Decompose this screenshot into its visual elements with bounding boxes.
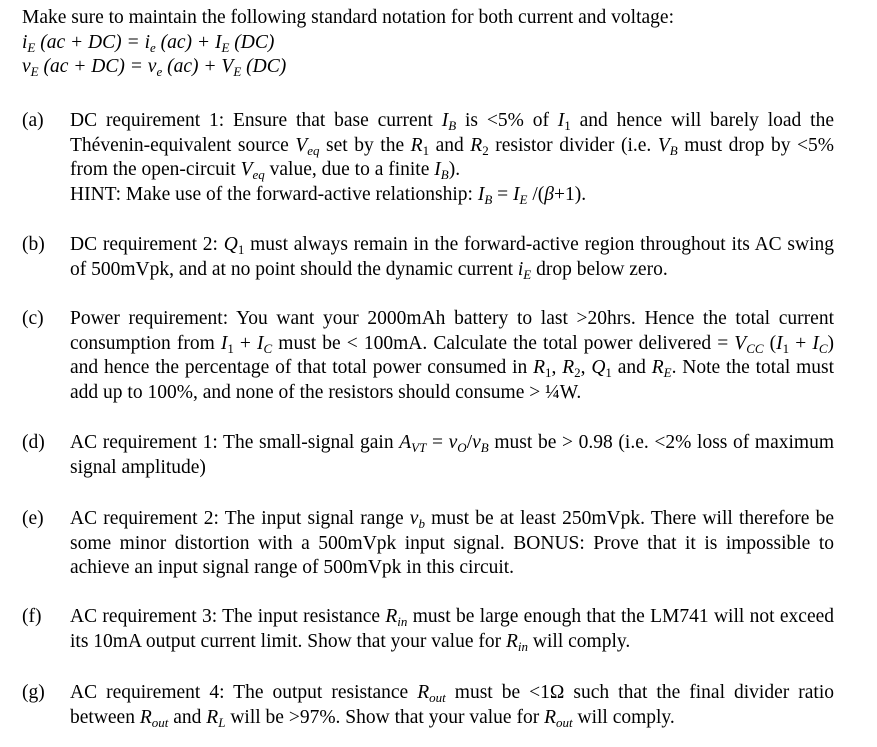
requirement-a <box>22 109 834 207</box>
requirement-e <box>22 507 834 581</box>
item-label: (c) <box>22 308 44 329</box>
requirement-f <box>22 605 834 654</box>
item-label: (b) <box>22 234 45 255</box>
item-label: (a) <box>22 110 44 131</box>
requirement-f-text: AC requirement 3: The input resistance $R_{in}$ must be large enough that the LM741 will not exceed its 10mA output current limit. Show that your value for $R_{in}$ will comply. <box>70 606 835 654</box>
requirement-g-text: AC requirement 4: The output resistance $R_{out}$ must be <1Ω such that the final divider ratio between $R_{out}$ and $R_L$ will be >97%. Show that your value for $R_{out}$ will comply. <box>70 682 834 730</box>
requirement-b <box>22 233 834 282</box>
requirement-c-text: Power requirement: You want your 2000mAh battery to last >20hrs. Hence the total current consumption from $I_1 + I_C$ must be < 100mA. Calculate the total power delivered = $V_{CC}$ $(I_1 + I_C)$ and hence the percentage of that total power consumed in $R_1$, $R_2$, $Q_1$ and $R_E$. Note the total must add up to 100%, and none of the resistors should consume > ¼W. <box>70 308 835 403</box>
item-label: (d) <box>22 432 45 453</box>
current-notation-equation: $i_E$ $(ac + DC) = i_e$ $(ac) + I_E$ (DC) <box>22 31 275 55</box>
requirement-e-text: AC requirement 2: The input signal range $v_b$ must be at least 250mVpk. There will therefore be some minor distortion with a 500mVpk input signal. BONUS: Prove that it is impossible to achieve an input signal range of 500mVpk in this circuit. <box>70 508 834 578</box>
hint-line: HINT: Make use of the forward-active relationship: $I_B = I_E$ /(β+1). <box>70 183 587 207</box>
voltage-notation-equation: $v_E$ $(ac + DC) = v_e$ $(ac) + V_E$ (DC) <box>22 56 287 79</box>
item-label: (e) <box>22 508 44 529</box>
item-label: (g) <box>22 682 45 703</box>
requirement-a-text: DC requirement 1: Ensure that base current $I_B$ is <5% of $I_1$ and hence will barely load the Thévenin-equivalent source $V_{eq}$ set by the $R_1$ and $R_2$ resistor divider (i.e. $V_B$ must drop by <5% from the open-circuit $V_{eq}$ value, due to a finite $I_B$). HINT: Make use of the forward-active relationship: $I_B = I_E$ /(β+1). <box>70 110 834 207</box>
requirement-b-text: DC requirement 2: $Q_1$ must always remain in the forward-active region throughout its AC swing of 500mVpk, and at no point should the dynamic current $i_E$ drop below zero. <box>70 234 835 282</box>
item-label: (f) <box>22 606 42 627</box>
notation-intro <box>22 6 862 80</box>
requirement-d-text: AC requirement 1: The small-signal gain $A_{VT} = v_O/v_B$ must be > 0.98 (i.e. <2% loss of maximum signal amplitude) <box>70 432 834 478</box>
requirement-c <box>22 307 834 405</box>
requirement-g <box>22 681 834 730</box>
requirement-d <box>22 431 834 480</box>
intro-heading: Make sure to maintain the following standard notation for both current and voltage: <box>22 7 674 28</box>
